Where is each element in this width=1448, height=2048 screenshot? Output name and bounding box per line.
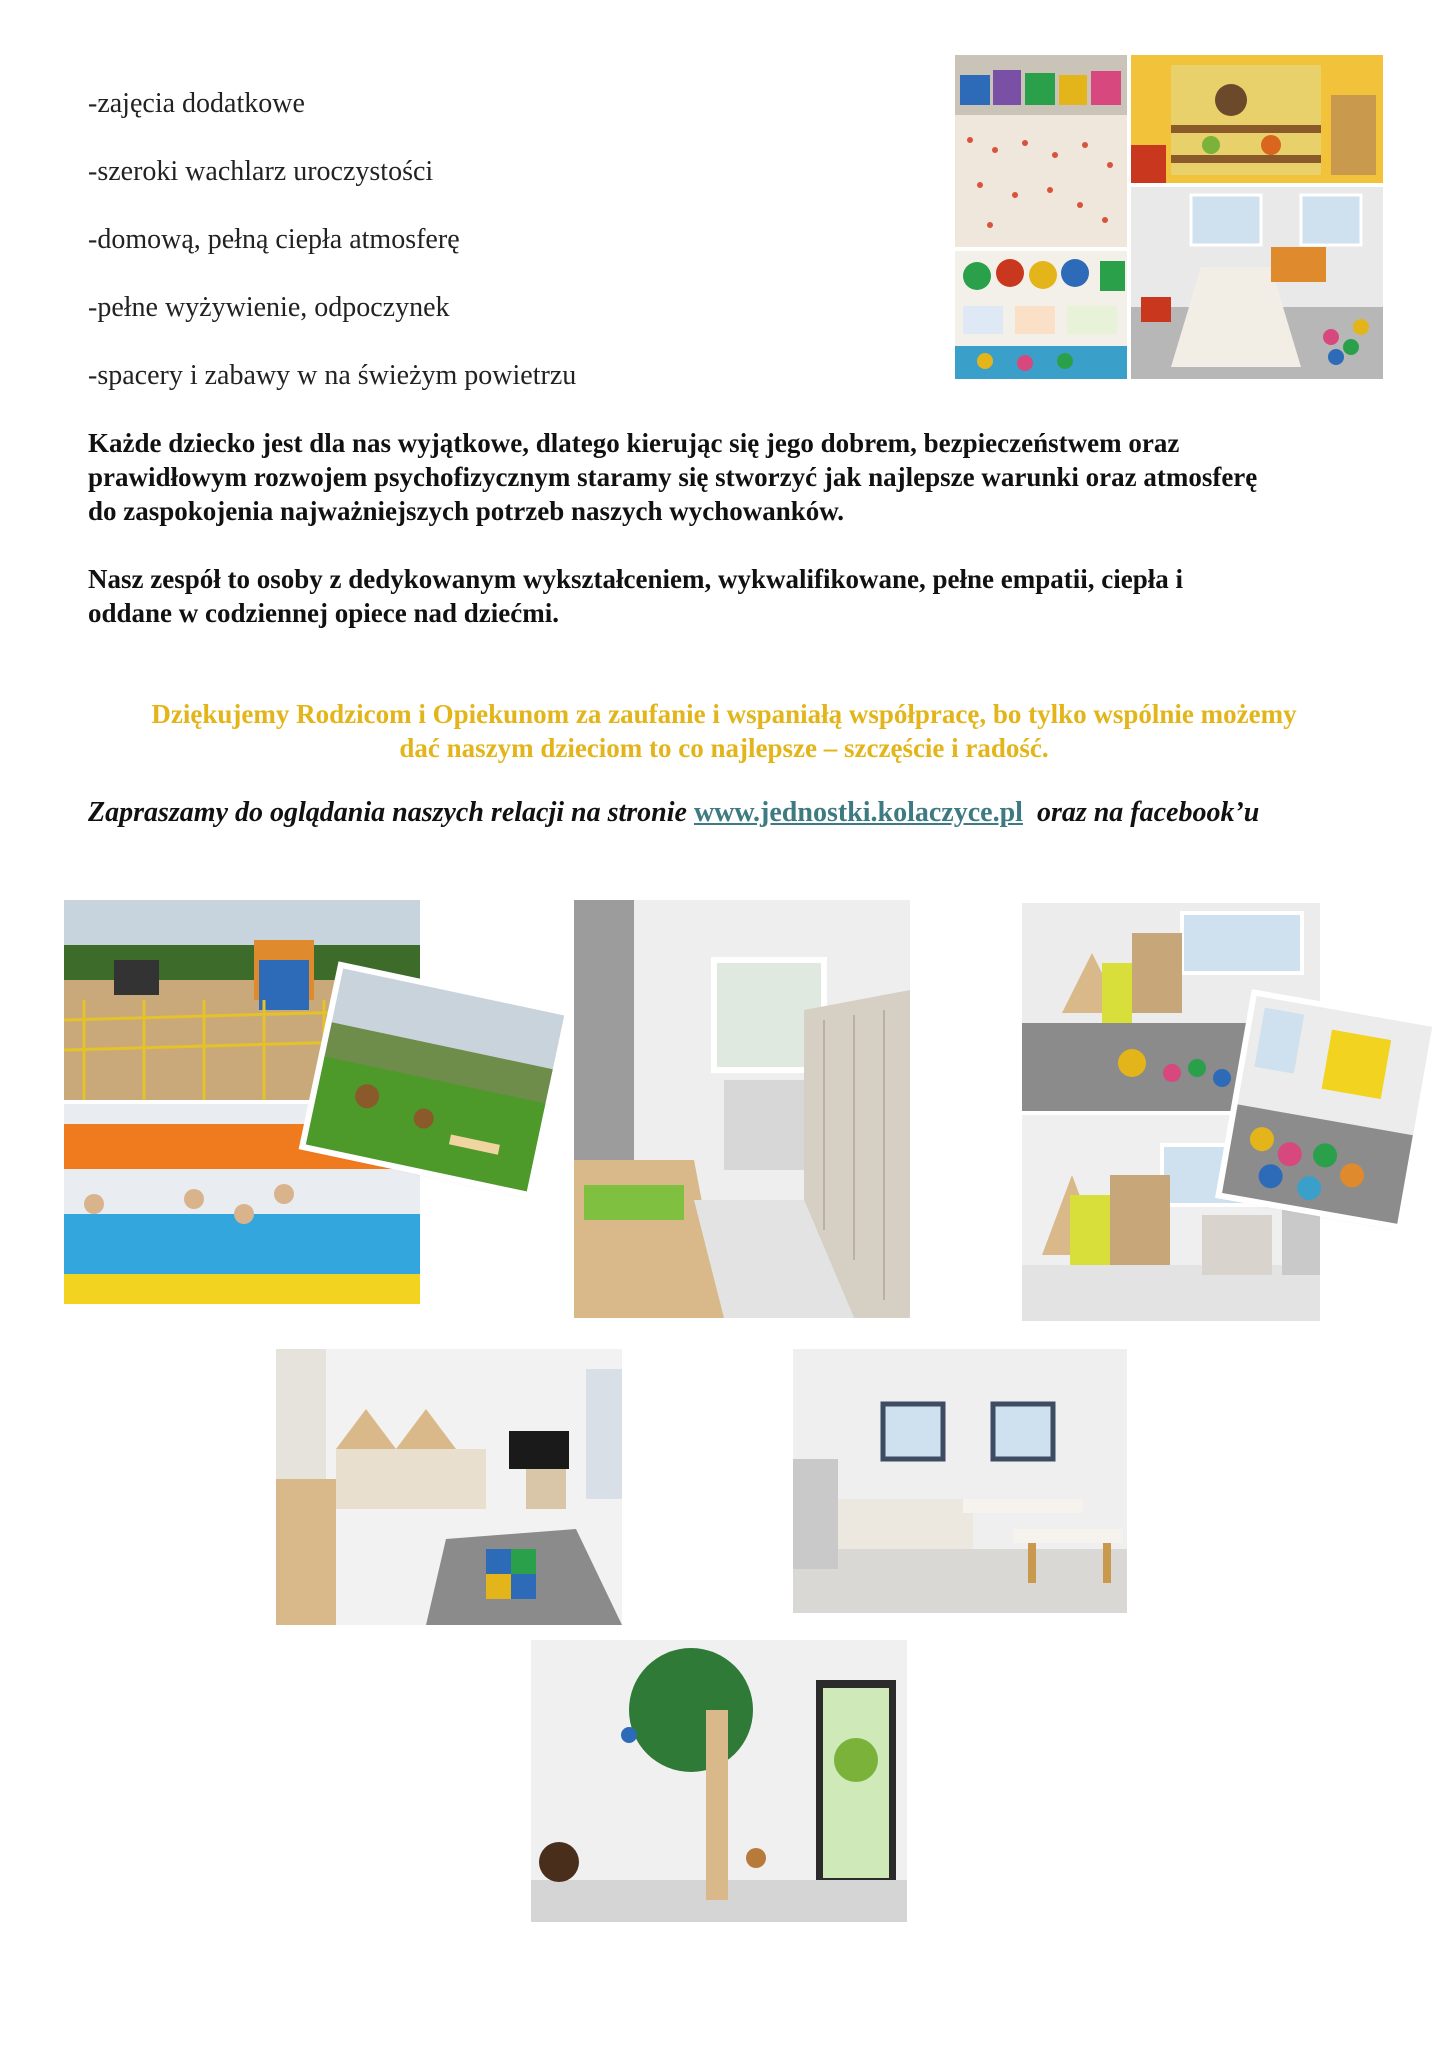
paragraph-line: Każde dziecko jest dla nas wyjątkowe, dlatego kierując się jego dobrem, bezpieczeństwem oraz — [88, 428, 1180, 458]
photo-toys-shelf — [955, 55, 1127, 247]
photo-colorful-steps — [1222, 996, 1432, 1224]
photo-colorful-toys — [955, 251, 1127, 379]
bullet-extra-activities: -zajęcia dodatkowe — [88, 88, 305, 119]
photo-classroom-tables — [1131, 187, 1383, 379]
bullet-atmosphere: -domową, pełną ciepła atmosferę — [88, 224, 460, 255]
bullet-celebrations: -szeroki wachlarz uroczystości — [88, 156, 434, 187]
photo-room-tables — [793, 1349, 1127, 1613]
invite-text-end: oraz na facebook’u — [1022, 797, 1260, 828]
photo-forest-mural — [531, 1640, 907, 1922]
photo-autumn-display — [1131, 55, 1383, 183]
photo-cloakroom — [574, 900, 910, 1318]
photo-room-blocks — [276, 1349, 622, 1625]
bullet-meals-rest: -pełne wyżywienie, odpoczynek — [88, 292, 450, 323]
paragraph-line: do zaspokojenia najważniejszych potrzeb naszych wychowanków. — [88, 496, 845, 526]
paragraph-line: oddane w codziennej opiece nad dziećmi. — [88, 598, 559, 628]
thanks-line: Dziękujemy Rodzicom i Opiekunom za zaufanie i wspaniałą współpracę, bo tylko wspólnie możemy — [151, 699, 1297, 729]
paragraph-every-child — [88, 426, 1388, 528]
paragraph-our-team — [88, 562, 1388, 630]
thanks-message — [0, 697, 1448, 765]
website-link[interactable]: www.jednostki.kolaczyce.pl — [693, 797, 1023, 828]
bullet-walks: -spacery i zabawy w na świeżym powietrzu — [88, 360, 577, 391]
paragraph-line: prawidłowym rozwojem psychofizycznym staramy się stworzyć jak najlepsze warunki oraz atmosferę — [88, 462, 1258, 492]
thanks-line: dać naszym dzieciom to co najlepsze – szczęście i radość. — [399, 733, 1049, 763]
invite-line — [88, 796, 1259, 830]
invite-text: Zapraszamy do oglądania naszych relacji na stronie — [88, 797, 694, 828]
paragraph-line: Nasz zespół to osoby z dedykowanym wykształceniem, wykwalifikowane, pełne empatii, ciepła i — [88, 564, 1183, 594]
